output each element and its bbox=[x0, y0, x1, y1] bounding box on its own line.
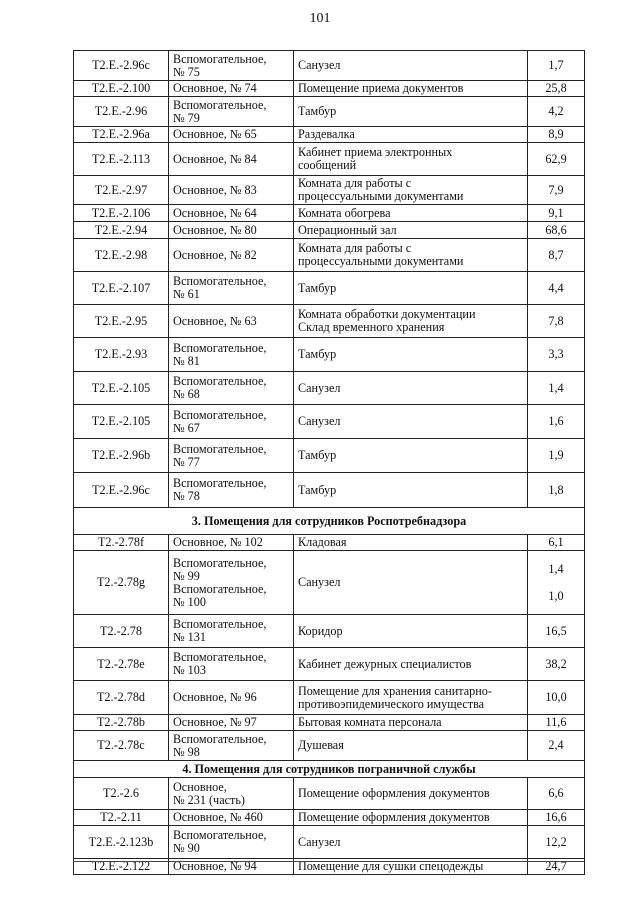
room-area-line: 4,4 bbox=[548, 280, 564, 295]
room-code: Т2.-2.78d bbox=[74, 681, 169, 715]
room-area bbox=[528, 810, 585, 826]
room-code: Т2.-2.78е bbox=[74, 648, 169, 681]
room-name-line: Тамбур bbox=[298, 347, 337, 361]
room-type-line: Основное, № 80 bbox=[173, 222, 257, 237]
room-name bbox=[294, 372, 528, 405]
room-name-line: Комната для работы с bbox=[298, 176, 412, 190]
room-area-line: 1,0 bbox=[548, 588, 564, 603]
room-code: Т2.Е.-2.96с bbox=[74, 473, 169, 508]
room-area-line: 1,7 bbox=[548, 58, 564, 72]
room-area-line: 9,1 bbox=[548, 205, 564, 220]
room-type-line: № 131 bbox=[173, 630, 206, 644]
room-area-line: 8,7 bbox=[548, 247, 564, 262]
section-title: 3. Помещения для сотрудников Роспотребнадзора bbox=[74, 508, 585, 535]
room-type bbox=[169, 551, 294, 615]
room-name bbox=[294, 405, 528, 439]
table-row bbox=[74, 81, 585, 97]
room-area-line: 4,2 bbox=[548, 104, 564, 118]
table-row bbox=[74, 535, 585, 551]
room-name-line: Тамбур bbox=[298, 280, 337, 295]
room-area-line: 68,6 bbox=[545, 222, 567, 237]
table-row bbox=[74, 143, 585, 176]
room-type bbox=[169, 81, 294, 97]
table-row bbox=[74, 473, 585, 508]
room-type-line: Вспомогательное, bbox=[173, 441, 267, 456]
room-area bbox=[528, 648, 585, 681]
room-area bbox=[528, 51, 585, 81]
room-area bbox=[528, 305, 585, 338]
table-row bbox=[74, 778, 585, 810]
room-name-line: процессуальными документами bbox=[298, 254, 464, 268]
room-area bbox=[528, 176, 585, 205]
room-area bbox=[528, 473, 585, 508]
room-type-line: Вспомогательное, bbox=[173, 828, 267, 842]
room-code: Т2.Е.-2.95 bbox=[74, 305, 169, 338]
room-type-line: Вспомогательное, bbox=[173, 97, 267, 112]
room-name-line: Санузел bbox=[298, 58, 341, 72]
room-type-line: № 90 bbox=[173, 841, 200, 855]
room-area-line: 1,4 bbox=[548, 561, 564, 576]
room-name-line: Помещение приема документов bbox=[298, 81, 464, 95]
room-name bbox=[294, 715, 528, 731]
room-type bbox=[169, 681, 294, 715]
room-area-line: 12,2 bbox=[545, 834, 567, 849]
room-code: Т2.-2.78 bbox=[74, 615, 169, 648]
room-area-line: 1,4 bbox=[548, 380, 564, 395]
room-type-line: № 99 bbox=[173, 568, 200, 583]
room-code: Т2.Е.-2.106 bbox=[74, 205, 169, 222]
room-area-line: 7,8 bbox=[548, 313, 564, 328]
room-name bbox=[294, 205, 528, 222]
room-type-line: № 75 bbox=[173, 64, 200, 79]
room-area-line: 1,6 bbox=[548, 414, 564, 428]
table-row bbox=[74, 51, 585, 81]
room-type-line: Вспомогательное, bbox=[173, 374, 267, 388]
room-area bbox=[528, 338, 585, 372]
room-name bbox=[294, 535, 528, 551]
section-header-row bbox=[74, 761, 585, 778]
room-type-line: № 103 bbox=[173, 663, 206, 677]
room-type bbox=[169, 143, 294, 176]
room-name bbox=[294, 615, 528, 648]
room-type bbox=[169, 127, 294, 143]
room-type bbox=[169, 715, 294, 731]
room-type-line: Вспомогательное, bbox=[173, 555, 267, 570]
room-area-line: 38,2 bbox=[545, 656, 567, 671]
table-row bbox=[74, 439, 585, 473]
room-code: Т2.-2.78f bbox=[74, 535, 169, 551]
room-name-line: Кабинет дежурных специалистов bbox=[298, 656, 472, 671]
room-area bbox=[528, 81, 585, 97]
room-type-line: Вспомогательное, bbox=[173, 650, 267, 664]
room-type bbox=[169, 473, 294, 508]
room-name bbox=[294, 473, 528, 508]
room-type bbox=[169, 305, 294, 338]
room-name bbox=[294, 51, 528, 81]
room-area bbox=[528, 681, 585, 715]
room-type bbox=[169, 372, 294, 405]
room-code: Т2.Е.-2.98 bbox=[74, 239, 169, 272]
room-area bbox=[528, 97, 585, 127]
table-row bbox=[74, 205, 585, 222]
room-area bbox=[528, 826, 585, 859]
table-row bbox=[74, 405, 585, 439]
room-area bbox=[528, 143, 585, 176]
room-type bbox=[169, 778, 294, 810]
room-name bbox=[294, 648, 528, 681]
room-type-line: Основное, № 94 bbox=[173, 859, 257, 873]
room-area bbox=[528, 405, 585, 439]
table-row bbox=[74, 648, 585, 681]
room-name-line: Тамбур bbox=[298, 104, 337, 118]
room-type-line: № 68 bbox=[173, 387, 200, 401]
room-type-line: Основное, № 84 bbox=[173, 151, 257, 166]
table-row bbox=[74, 810, 585, 826]
room-name-line: Операционный зал bbox=[298, 222, 397, 237]
room-name bbox=[294, 731, 528, 761]
room-area bbox=[528, 731, 585, 761]
room-area bbox=[528, 535, 585, 551]
room-area bbox=[528, 615, 585, 648]
room-type-line: Вспомогательное, bbox=[173, 51, 267, 66]
room-code: Т2.-2.78b bbox=[74, 715, 169, 731]
room-name-line: Помещение оформления документов bbox=[298, 810, 490, 824]
room-name bbox=[294, 551, 528, 615]
room-type-line: Основное, № 82 bbox=[173, 247, 257, 262]
page-number: 101 bbox=[309, 11, 331, 26]
room-area-line: 7,9 bbox=[548, 182, 564, 197]
room-name-line: Санузел bbox=[298, 834, 341, 849]
room-type-line: Основное, № 83 bbox=[173, 182, 257, 197]
room-type-line: № 61 bbox=[173, 287, 200, 301]
room-code: Т2.Е.-2.105 bbox=[74, 405, 169, 439]
room-area bbox=[528, 551, 585, 615]
room-name bbox=[294, 810, 528, 826]
room-name-line: Санузел bbox=[298, 575, 341, 589]
room-area bbox=[528, 272, 585, 305]
room-name-line: Раздевалка bbox=[298, 127, 355, 141]
room-area bbox=[528, 222, 585, 239]
room-name-line: Бытовая комната персонала bbox=[298, 715, 442, 729]
room-name bbox=[294, 143, 528, 176]
room-type-line: № 231 (часть) bbox=[173, 792, 245, 807]
room-name-line: противоэпидемического имущества bbox=[298, 696, 485, 711]
room-area-line: 10,0 bbox=[545, 690, 567, 704]
room-name bbox=[294, 681, 528, 715]
room-code: Т2.Е.-2.105 bbox=[74, 372, 169, 405]
room-name-line: Комната для работы с bbox=[298, 241, 412, 255]
room-name bbox=[294, 127, 528, 143]
room-name-line: Помещение для хранения санитарно- bbox=[298, 683, 492, 698]
table-row bbox=[74, 715, 585, 731]
room-area bbox=[528, 778, 585, 810]
room-area-line: 1,9 bbox=[548, 448, 564, 462]
room-type bbox=[169, 338, 294, 372]
room-code: Т2.Е.-2.96а bbox=[74, 127, 169, 143]
room-code: Т2.Е.-2.100 bbox=[74, 81, 169, 97]
room-code: Т2.Е.-2.123b bbox=[74, 826, 169, 859]
room-area bbox=[528, 205, 585, 222]
table-row bbox=[74, 305, 585, 338]
room-area-line: 62,9 bbox=[545, 151, 567, 166]
table-row bbox=[74, 239, 585, 272]
room-area-line: 16,5 bbox=[545, 623, 567, 638]
table-row bbox=[74, 615, 585, 648]
room-code: Т2.Е.-2.94 bbox=[74, 222, 169, 239]
room-area-line: 3,3 bbox=[548, 347, 564, 361]
room-type bbox=[169, 272, 294, 305]
section-title: 4. Помещения для сотрудников пограничной службы bbox=[74, 761, 585, 778]
room-code: Т2.Е.-2.122 bbox=[74, 859, 169, 875]
room-type bbox=[169, 205, 294, 222]
room-type-line: Основное, № 460 bbox=[173, 810, 263, 824]
rooms-table bbox=[73, 50, 585, 875]
room-name-line: Тамбур bbox=[298, 482, 337, 497]
table-row bbox=[74, 272, 585, 305]
room-name-line: Кладовая bbox=[298, 535, 347, 549]
table-row bbox=[74, 97, 585, 127]
room-name-line: Коридор bbox=[298, 623, 343, 638]
room-type bbox=[169, 810, 294, 826]
room-area-line: 25,8 bbox=[545, 81, 567, 95]
room-type-line: Вспомогательное, bbox=[173, 617, 267, 631]
room-code: Т2.Е.-2.93 bbox=[74, 338, 169, 372]
room-name-line: Тамбур bbox=[298, 448, 337, 462]
room-name bbox=[294, 97, 528, 127]
room-name-line: Комната обработки документации bbox=[298, 307, 476, 321]
room-type-line: № 79 bbox=[173, 110, 200, 125]
room-name bbox=[294, 239, 528, 272]
room-area bbox=[528, 239, 585, 272]
room-name bbox=[294, 338, 528, 372]
room-type bbox=[169, 615, 294, 648]
room-type bbox=[169, 439, 294, 473]
room-area-line: 24,7 bbox=[545, 859, 567, 873]
room-type bbox=[169, 239, 294, 272]
room-type bbox=[169, 222, 294, 239]
room-code: Т2.Е.-2.107 bbox=[74, 272, 169, 305]
room-name bbox=[294, 439, 528, 473]
room-area bbox=[528, 715, 585, 731]
room-code: Т2.Е.-2.96b bbox=[74, 439, 169, 473]
room-type-line: Вспомогательное, bbox=[173, 274, 267, 288]
room-type bbox=[169, 51, 294, 81]
room-name-line: Склад временного хранения bbox=[298, 320, 445, 334]
room-code: Т2.Е.-2.97 bbox=[74, 176, 169, 205]
room-type bbox=[169, 731, 294, 761]
room-area-line: 6,6 bbox=[548, 786, 564, 800]
room-code: Т2.-2.11 bbox=[74, 810, 169, 826]
room-code: Т2.-2.78с bbox=[74, 731, 169, 761]
table-row bbox=[74, 731, 585, 761]
table-row bbox=[74, 551, 585, 615]
room-name-line: Кабинет приема электронных bbox=[298, 145, 453, 159]
room-type-line: Вспомогательное, bbox=[173, 340, 267, 355]
room-name bbox=[294, 222, 528, 239]
room-name bbox=[294, 176, 528, 205]
table-row bbox=[74, 127, 585, 143]
room-name bbox=[294, 826, 528, 859]
room-type-line: Вспомогательное, bbox=[173, 407, 267, 422]
room-area-line: 1,8 bbox=[548, 482, 564, 497]
room-type-line: Вспомогательное, bbox=[173, 731, 267, 746]
room-type-line: № 100 bbox=[173, 594, 206, 609]
room-code: Т2.-2.6 bbox=[74, 778, 169, 810]
table-row bbox=[74, 826, 585, 859]
table-row bbox=[74, 372, 585, 405]
room-name-line: Помещение оформления документов bbox=[298, 786, 490, 800]
room-area bbox=[528, 127, 585, 143]
room-type-line: № 67 bbox=[173, 420, 200, 435]
rooms-table-body bbox=[74, 51, 585, 875]
room-type-line: № 78 bbox=[173, 489, 200, 503]
table-row bbox=[74, 338, 585, 372]
room-area-line: 8,9 bbox=[548, 127, 564, 141]
room-type-line: № 81 bbox=[173, 353, 200, 368]
table-row bbox=[74, 681, 585, 715]
room-type bbox=[169, 97, 294, 127]
room-type-line: № 77 bbox=[173, 454, 200, 469]
room-name bbox=[294, 305, 528, 338]
room-code: Т2.Е.-2.96с bbox=[74, 51, 169, 81]
room-name bbox=[294, 778, 528, 810]
room-area-line: 2,4 bbox=[548, 738, 564, 752]
room-name bbox=[294, 272, 528, 305]
room-name bbox=[294, 81, 528, 97]
room-name-line: Помещение для сушки спецодежды bbox=[298, 859, 484, 873]
room-type-line: Основное, № 102 bbox=[173, 535, 263, 549]
room-name-line: Санузел bbox=[298, 380, 341, 395]
room-name-line: Санузел bbox=[298, 414, 341, 428]
room-code: Т2.Е.-2.96 bbox=[74, 97, 169, 127]
room-type-line: Основное, № 64 bbox=[173, 205, 257, 220]
room-code: Т2.-2.78g bbox=[74, 551, 169, 615]
room-area-line: 16,6 bbox=[545, 810, 567, 824]
room-code: Т2.Е.-2.113 bbox=[74, 143, 169, 176]
room-area-line: 11,6 bbox=[545, 715, 567, 729]
room-type-line: Основное, № 63 bbox=[173, 313, 257, 328]
room-name-line: сообщений bbox=[298, 158, 357, 172]
room-type-line: Основное, № 74 bbox=[173, 81, 257, 95]
room-type bbox=[169, 648, 294, 681]
room-area bbox=[528, 372, 585, 405]
room-type bbox=[169, 176, 294, 205]
room-area-line: 6,1 bbox=[548, 535, 564, 549]
room-name-line: процессуальными документами bbox=[298, 189, 464, 203]
room-type-line: Основное, № 97 bbox=[173, 715, 257, 729]
room-type-line: Основное, bbox=[173, 779, 227, 794]
room-type-line: Вспомогательное, bbox=[173, 476, 267, 490]
room-type-line: Основное, № 65 bbox=[173, 127, 257, 141]
room-name-line: Душевая bbox=[298, 738, 344, 752]
table-row bbox=[74, 176, 585, 205]
room-type-line: № 98 bbox=[173, 744, 200, 759]
bottom-rule bbox=[73, 861, 584, 862]
room-type bbox=[169, 826, 294, 859]
room-area bbox=[528, 439, 585, 473]
section-header-row bbox=[74, 508, 585, 535]
room-name-line: Комната обогрева bbox=[298, 205, 391, 220]
room-type-line: Основное, № 96 bbox=[173, 690, 257, 704]
room-type-line: Вспомогательное, bbox=[173, 581, 267, 596]
room-type bbox=[169, 405, 294, 439]
table-row bbox=[74, 222, 585, 239]
room-type bbox=[169, 535, 294, 551]
